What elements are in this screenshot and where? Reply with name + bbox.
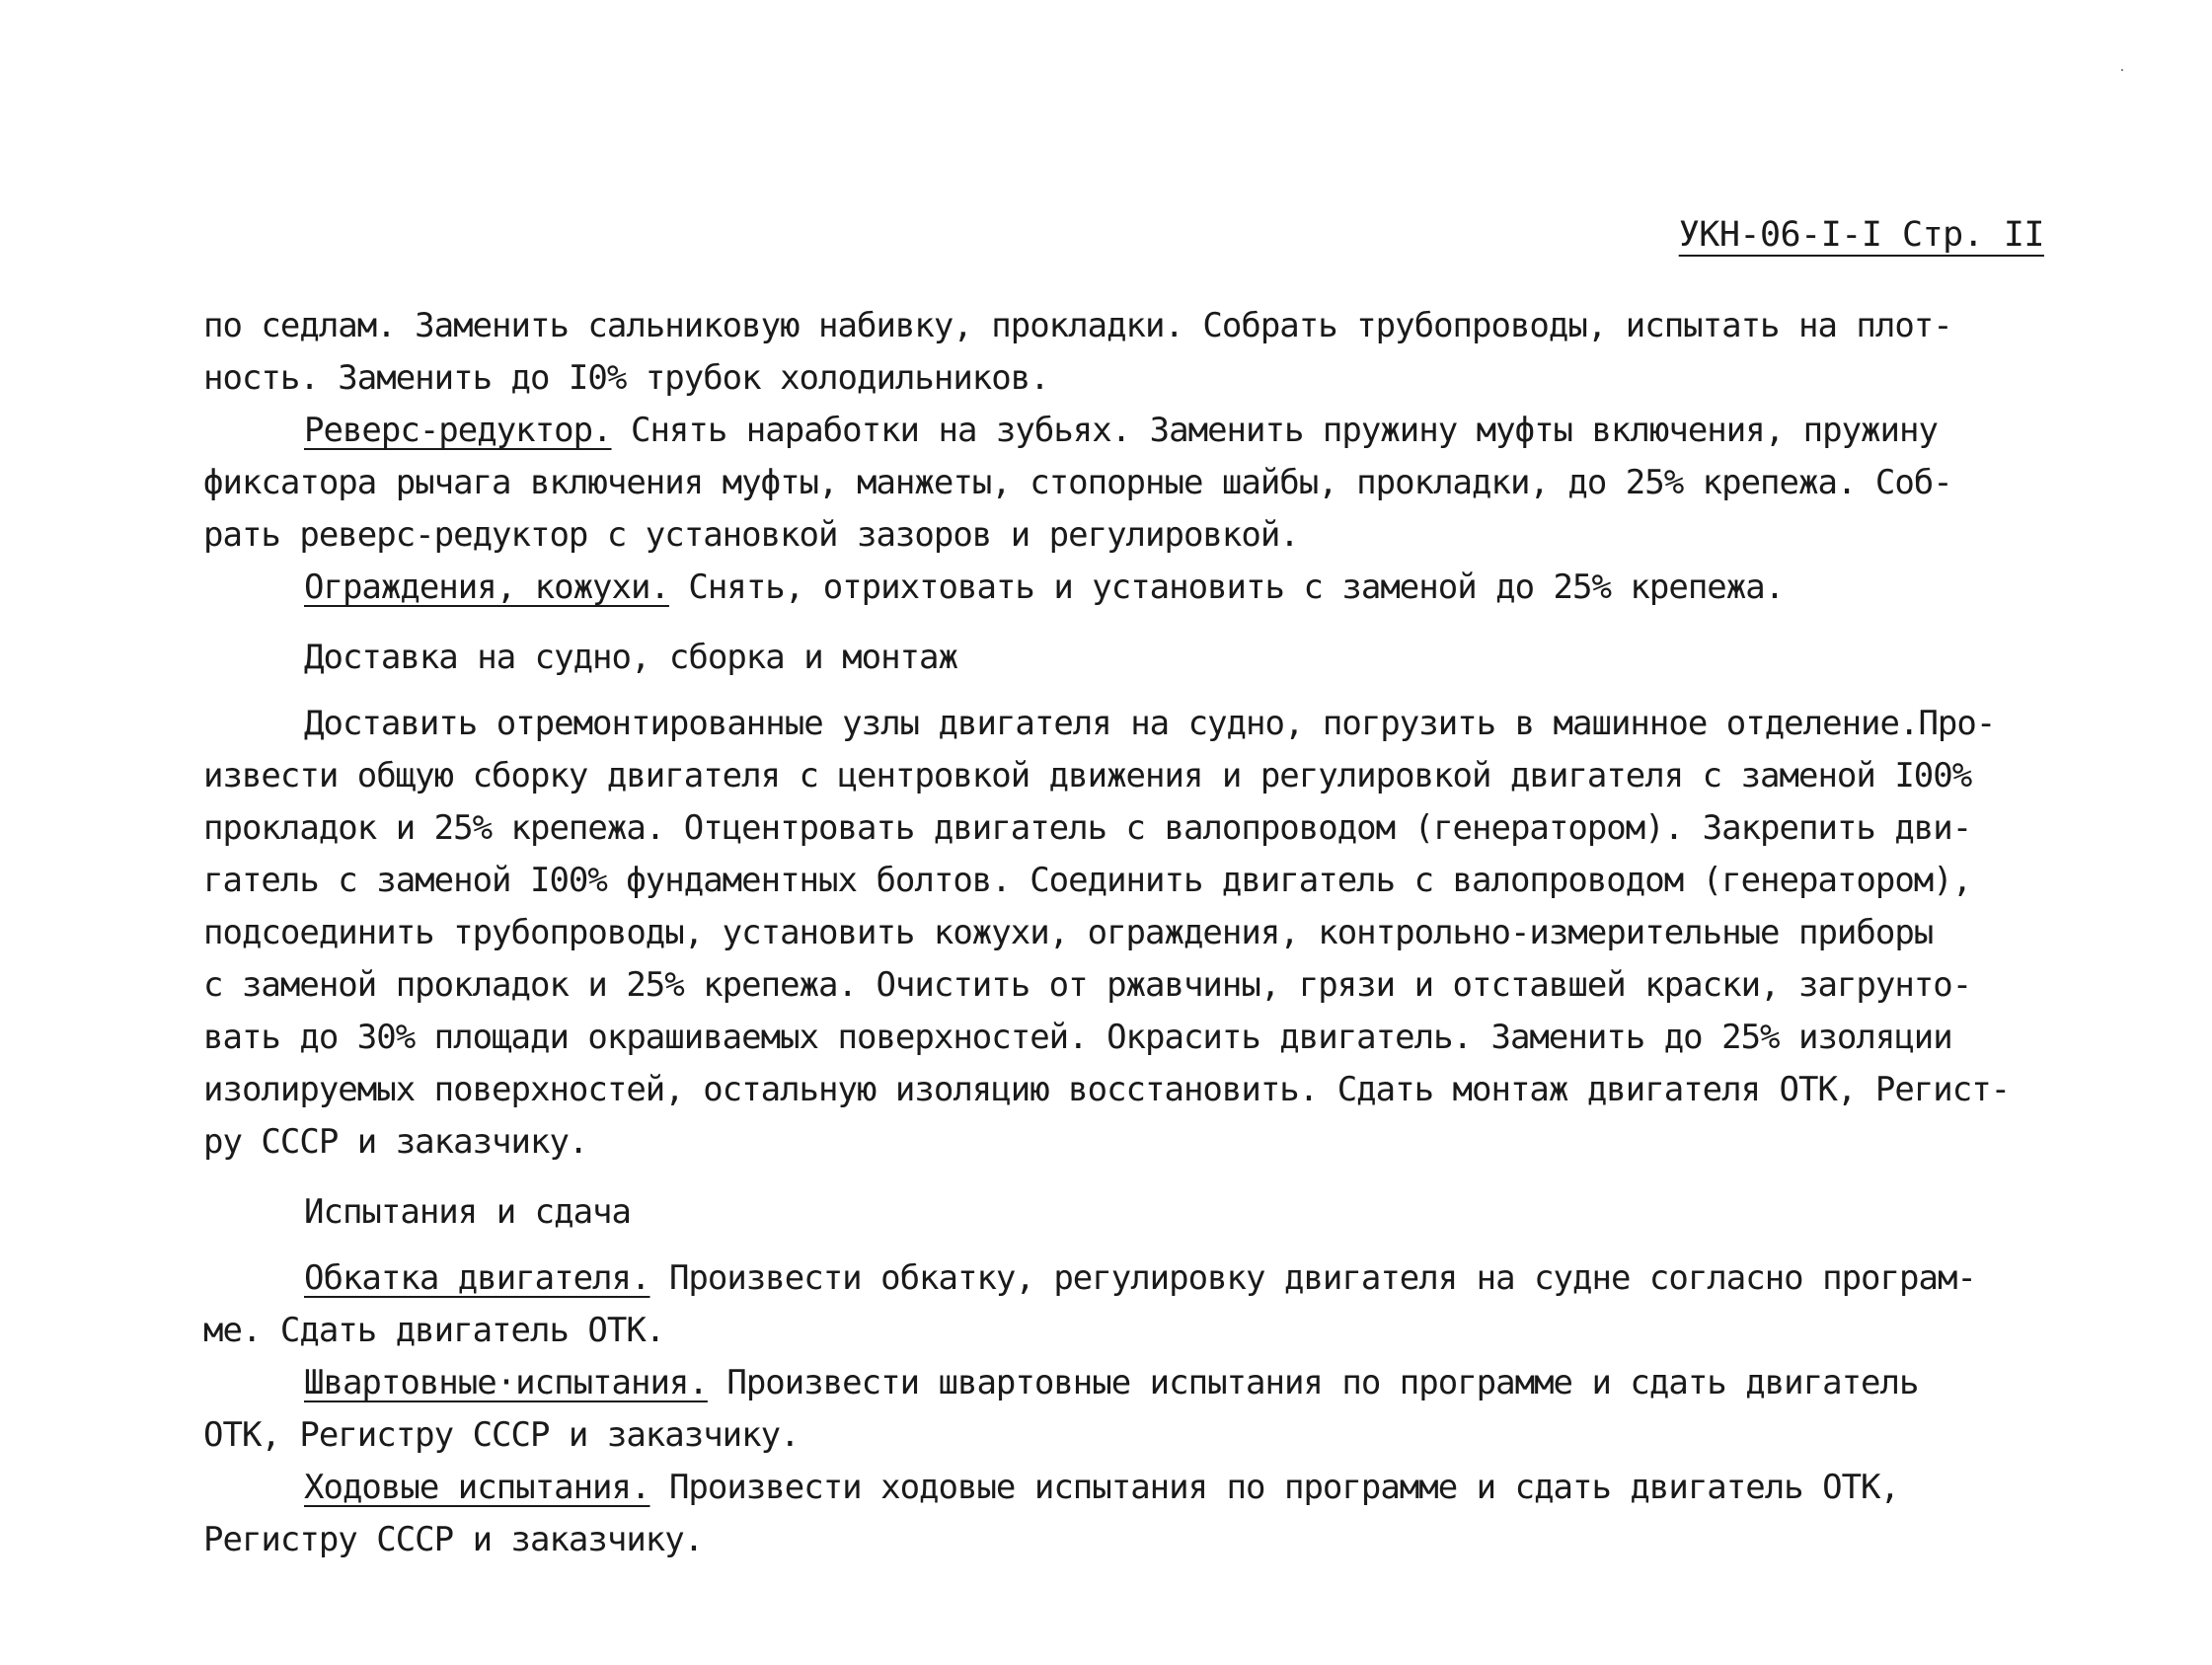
text-line: изолируемых поверхностей, остальную изоляцию восстановить. Сдать монтаж двигателя ОТК, Регист- bbox=[203, 1070, 2011, 1109]
paragraph-break-in bbox=[203, 1252, 2059, 1305]
section-heading-testing: Испытания и сдача bbox=[304, 1192, 631, 1232]
text-line: с заменой прокладок и 25% крепежа. Очистить от ржавчины, грязи и отставшей краски, загрунто- bbox=[203, 965, 1972, 1005]
text-line: рать реверс-редуктор с установкой зазоров и регулировкой. bbox=[203, 515, 1299, 555]
text-line: фиксатора рычага включения муфты, манжеты, стопорные шайбы, прокладки, до 25% крепежа. Соб- bbox=[203, 463, 1952, 502]
text-span: Снять, отрихтовать и установить с заменой до 25% крепежа. bbox=[668, 568, 1785, 607]
text-span: Снять наработки на зубьях. Заменить пружину муфты включения, пружину bbox=[611, 411, 1938, 450]
text-line: ность. Заменить до I0% трубок холодильников. bbox=[203, 358, 1049, 398]
reverse-gearbox-title: Реверс-редуктор. bbox=[304, 411, 612, 450]
document-body bbox=[203, 300, 2059, 1566]
text-line: извести общую сборку двигателя с центровкой движения и регулировкой двигателя с заменой I00% bbox=[203, 756, 1972, 795]
text-span: Произвести швартовные испытания по программе и сдать двигатель bbox=[707, 1363, 1919, 1402]
text-span: Произвести обкатку, регулировку двигателя на судне согласно програм- bbox=[649, 1258, 1976, 1298]
mooring-trials-title: Швартовные·испытания. bbox=[304, 1363, 708, 1402]
text-line: Доставить отремонтированные узлы двигателя на судно, погрузить в машинное отделение.Про- bbox=[304, 704, 1996, 743]
paragraph-sea-trials bbox=[203, 1462, 2059, 1514]
text-line: подсоединить трубопроводы, установить кожухи, ограждения, контрольно-измерительные приборы bbox=[203, 913, 1934, 952]
paragraph-reverse-gearbox bbox=[203, 405, 2059, 457]
text-line: прокладок и 25% крепежа. Отцентровать двигатель с валопроводом (генератором). Закрепить дви- bbox=[203, 808, 1972, 848]
text-span: Произвести ходовые испытания по программе и сдать двигатель ОТК, bbox=[649, 1468, 1900, 1507]
guards-title: Ограждения, кожухи. bbox=[304, 568, 669, 607]
scan-speck bbox=[2121, 69, 2123, 71]
text-line: Регистру СССР и заказчику. bbox=[203, 1520, 704, 1559]
text-line: гатель с заменой I00% фундаментных болтов. Соединить двигатель с валопроводом (генератором), bbox=[203, 861, 1972, 900]
text-line: по седлам. Заменить сальниковую набивку, прокладки. Собрать трубопроводы, испытать на плот- bbox=[203, 306, 1952, 345]
document-reference-header: УКН-06-I-I Стр. II bbox=[1678, 215, 2044, 255]
break-in-title: Обкатка двигателя. bbox=[304, 1258, 650, 1298]
paragraph-mooring-trials bbox=[203, 1357, 2059, 1409]
section-heading-delivery: Доставка на судно, сборка и монтаж bbox=[304, 638, 957, 677]
sea-trials-title: Ходовые испытания. bbox=[304, 1468, 650, 1507]
text-line: вать до 30% площади окрашиваемых поверхностей. Окрасить двигатель. Заменить до 25% изоляции bbox=[203, 1018, 1952, 1057]
text-line: ОТК, Регистру СССР и заказчику. bbox=[203, 1415, 800, 1455]
text-line: ме. Сдать двигатель ОТК. bbox=[203, 1311, 665, 1350]
text-line: ру СССР и заказчику. bbox=[203, 1122, 588, 1162]
paragraph-guards bbox=[203, 562, 2059, 614]
